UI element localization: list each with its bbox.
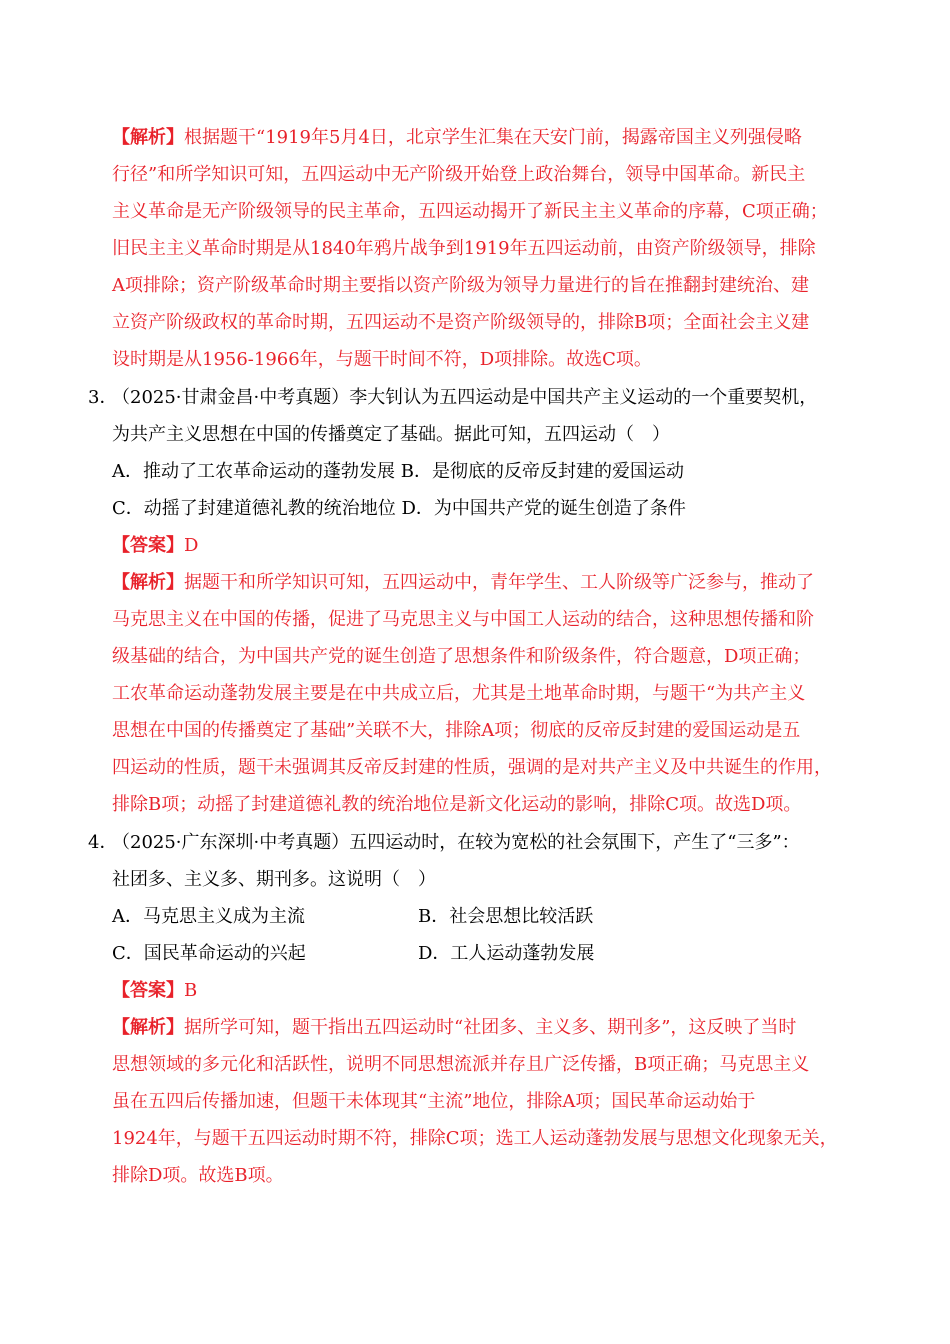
q4-option-d: D．工人运动蓬勃发展 xyxy=(418,943,595,964)
q4-analysis-line-3: 虽在五四后传播加速，但题干未体现其“主流”地位，排除A项；国民革命运动始于 xyxy=(112,1091,756,1112)
q3-number: 3． xyxy=(88,387,118,408)
q3-analysis-line-7: 排除B项；动摇了封建道德礼教的统治地位是新文化运动的影响，排除C项。故选D项。 xyxy=(112,794,802,815)
analysis-label: 【解析】 xyxy=(112,127,184,148)
q3-analysis-line-6: 四运动的性质，题干未强调其反帝反封建的性质，强调的是对共产主义及中共诞生的作用， xyxy=(112,757,832,778)
answer-value: B xyxy=(184,980,198,1001)
q4-option-c: C．国民革命运动的兴起 xyxy=(112,943,306,964)
q3-analysis-line-4: 工农革命运动蓬勃发展主要是在中共成立后，尤其是土地革命时期，与题干“为共产主义 xyxy=(112,683,806,704)
q4-answer xyxy=(112,978,197,1004)
q2-analysis-line-1: 【解析】根据题干“1919年5月4日，北京学生汇集在天安门前，揭露帝国主义列强侵略 xyxy=(112,127,802,148)
q2-analysis-line-3: 主义革命是无产阶级领导的民主革命，五四运动揭开了新民主主义革命的序幕，C项正确； xyxy=(112,201,828,222)
q4-analysis-line-4: 1924年，与题干五四运动时期不符，排除C项；选工人运动蓬勃发展与思想文化现象无关， xyxy=(112,1128,838,1149)
q4-analysis-line-1: 【解析】据所学可知，题干指出五四运动时“社团多、主义多、期刊多”，这反映了当时 xyxy=(112,1017,797,1038)
q4-option-a: A．马克思主义成为主流 xyxy=(112,906,305,927)
q3-analysis-line-2: 马克思主义在中国的传播，促进了马克思主义与中国工人运动的结合，这种思想传播和阶 xyxy=(112,609,814,630)
q3-analysis-line-5: 思想在中国的传播奠定了基础”关联不大，排除A项；彻底的反帝反封建的爱国运动是五 xyxy=(112,720,801,741)
answer-value: D xyxy=(184,535,199,556)
q4-stem-line-2: 社团多、主义多、期刊多。这说明（ ） xyxy=(112,869,436,890)
answer-label: 【答案】 xyxy=(112,980,184,1001)
q2-analysis-line-2: 行径”和所学知识可知，五四运动中无产阶级开始登上政治舞台，领导中国革命。新民主 xyxy=(112,164,806,185)
q4-analysis-line-2: 思想领域的多元化和活跃性，说明不同思想流派并存且广泛传播，B项正确；马克思主义 xyxy=(112,1054,810,1075)
q3-analysis-line-3: 级基础的结合，为中国共产党的诞生创造了思想条件和阶级条件，符合题意，D项正确； xyxy=(112,646,811,667)
q3-stem-line-2: 为共产主义思想在中国的传播奠定了基础。据此可知，五四运动（ ） xyxy=(112,424,670,445)
q2-analysis-line-5: A项排除；资产阶级革命时期主要指以资产阶级为领导力量进行的旨在推翻封建统治、建 xyxy=(112,275,809,296)
q4-number: 4． xyxy=(88,832,118,853)
q3-options-line-1: A．推动了工农革命运动的蓬勃发展 B．是彻底的反帝反封建的爱国运动 xyxy=(112,461,684,482)
answer-label: 【答案】 xyxy=(112,535,184,556)
analysis-label: 【解析】 xyxy=(112,572,184,593)
q2-analysis-line-6: 立资产阶级政权的革命时期，五四运动不是资产阶级领导的，排除B项；全面社会主义建 xyxy=(112,312,810,333)
q3-stem-line-1: （2025·甘肃金昌·中考真题）李大钊认为五四运动是中国共产主义运动的一个重要契机， xyxy=(112,387,818,408)
q2-analysis-line-4: 旧民主主义革命时期是从1840年鸦片战争到1919年五四运动前，由资产阶级领导，排除 xyxy=(112,238,816,259)
analysis-label: 【解析】 xyxy=(112,1017,184,1038)
q4-option-b: B．社会思想比较活跃 xyxy=(418,906,594,927)
q3-options-line-2: C．动摇了封建道德礼教的统治地位 D．为中国共产党的诞生创造了条件 xyxy=(112,498,686,519)
q2-analysis-line-7: 设时期是从1956-1966年，与题干时间不符，D项排除。故选C项。 xyxy=(112,349,652,370)
q4-stem-line-1: （2025·广东深圳·中考真题）五四运动时，在较为宽松的社会氛围下，产生了“三多”： xyxy=(112,832,800,853)
q3-answer xyxy=(112,533,198,559)
q3-analysis-line-1: 【解析】据题干和所学知识可知，五四运动中，青年学生、工人阶级等广泛参与，推动了 xyxy=(112,572,814,593)
q4-analysis-line-5: 排除D项。故选B项。 xyxy=(112,1165,284,1186)
